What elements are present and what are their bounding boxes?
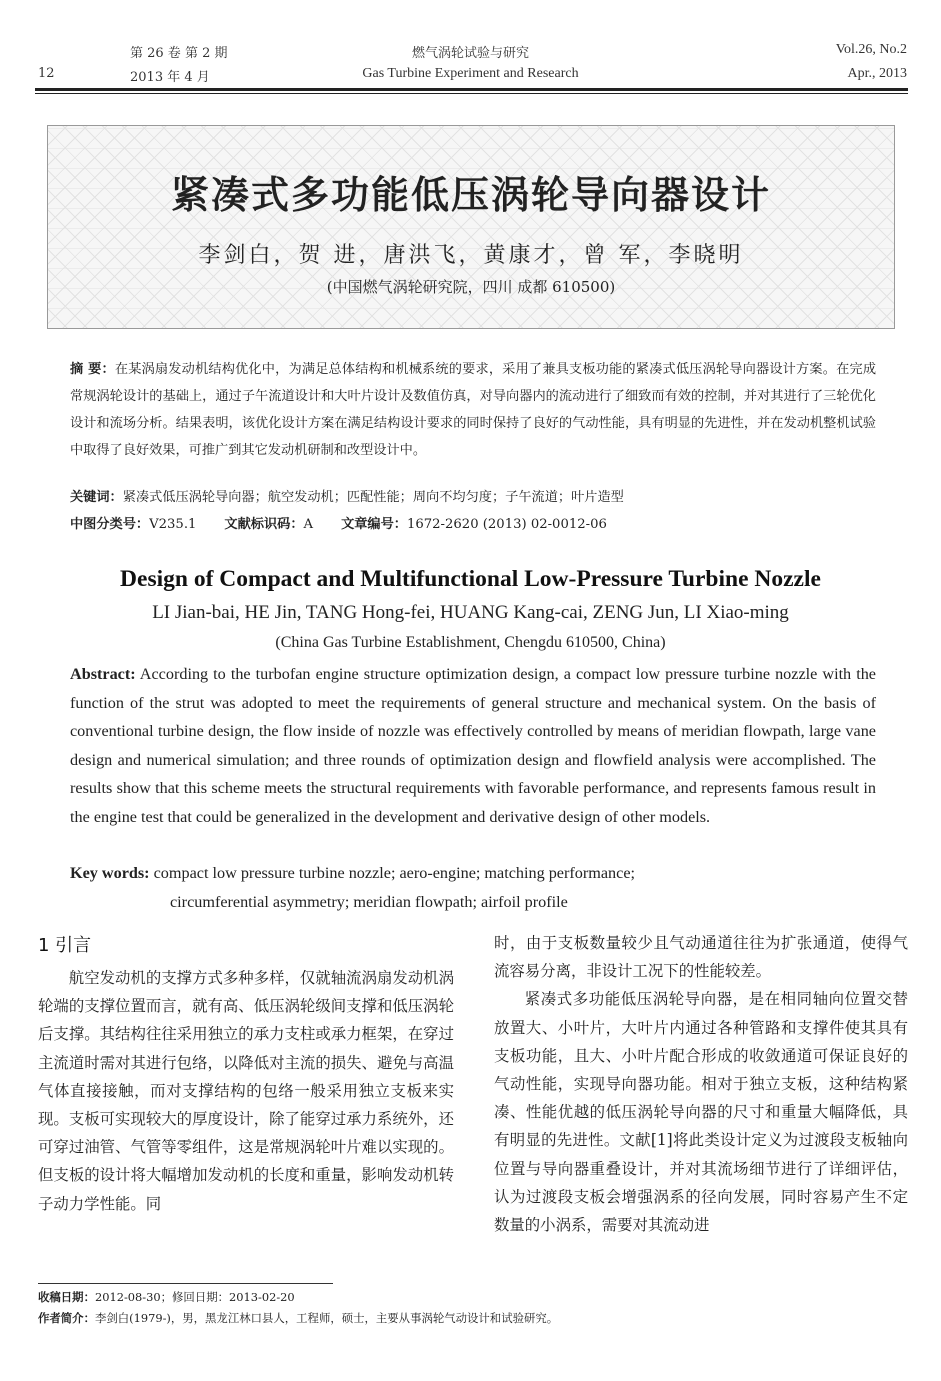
- keywords-en-line2: circumferential asymmetry; meridian flowpath; airfoil profile: [170, 892, 568, 911]
- header-rule-thin: [35, 93, 908, 94]
- title-en: Design of Compact and Multifunctional Low-Pressure Turbine Nozzle: [120, 566, 821, 592]
- clc-value: V235.1: [149, 517, 197, 532]
- abstract-cn-text: 在某涡扇发动机结构优化中，为满足总体结构和机械系统的要求，采用了兼具支板功能的紧凑式低压涡轮导向器设计方案。在完成常规涡轮设计的基础上，通过子午流道设计和大叶片设计及数值仿真，对导向器内的流动进行了细致而有效的控制，并对其进行了三轮优化设计和流场分析。结果表明，该优化设计方案在满足结构设计要求的同时保持了良好的气动性能，具有明显的先进性，并在发动机整机试验中取得了良好效果，可推广到其它发动机研制和改型设计中。: [70, 362, 877, 458]
- footnote-received: [38, 1289, 295, 1305]
- body-column-left: [38, 964, 454, 1218]
- authors-cn: 李剑白，贺 进，唐洪飞，黄康才，曾 军，李晓明: [198, 243, 744, 268]
- keywords-cn-label: 关键词：: [70, 490, 123, 505]
- keywords-cn: [70, 486, 876, 505]
- author-bio-text: 李剑白(1979-)，男，黑龙江林口县人，工程师，硕士，主要从事涡轮气动设计和试验研究。: [94, 1311, 559, 1325]
- title-cn: 紧凑式多功能低压涡轮导向器设计: [170, 173, 771, 217]
- doc-code-value: A: [303, 517, 314, 532]
- paragraph: 时，由于支板数量较少且气动通道往往为扩张通道，使得气流容易分离，非设计工况下的性能较差。: [494, 934, 908, 981]
- footnote-rule: [38, 1283, 333, 1284]
- volume-issue-cn: 第 26 卷 第 2 期: [130, 46, 228, 61]
- article-no-value: 1672-2620 (2013) 02-0012-06: [407, 517, 607, 532]
- journal-name-en: Gas Turbine Experiment and Research: [362, 66, 579, 81]
- abstract-en: [70, 660, 876, 831]
- title-box: [47, 125, 895, 329]
- abstract-en-text: According to the turbofan engine structure optimization design, a compact low pressure turbine nozzle with the function of the strut was adopted to meet the requirements of general structure and mechanical system. On the basis of conventional turbine design, the flow inside of nozzle was effectively controlled by means of meridian flowpath, large vane design and numerical simulation; and three rounds of optimization design and flowfield analysis were accomplished. The results show that this scheme meets the structural requirements with favorable performance, and represents famous result in the engine test that could be generalized in the development and derivative design of other models.: [70, 665, 876, 826]
- author-bio-label: 作者简介：: [38, 1311, 95, 1325]
- abstract-cn: [70, 356, 876, 464]
- date-en: Apr., 2013: [847, 66, 907, 81]
- volume-issue-en: Vol.26, No.2: [835, 42, 907, 57]
- keywords-cn-text: 紧凑式低压涡轮导向器；航空发动机；匹配性能；周向不均匀度；子午流道；叶片造型: [122, 490, 624, 505]
- received-label: 收稿日期：: [38, 1290, 95, 1304]
- paragraph: 紧凑式多功能低压涡轮导向器，是在相同轴向位置交替放置大、小叶片，大叶片内通过各种管路和支撑件使其具有支板功能，且大、小叶片配合形成的收敛通道可保证良好的气动性能，实现导向器功能。相对于独立支板，这种结构紧凑、性能优越的低压涡轮导向器的尺寸和重量大幅降低，具有明显的先进性。文献[1]将此类设计定义为过渡段支板轴向位置与导向器重叠设计，并对其流场细节进行了详细评估，认为过渡段支板会增强涡系的径向发展，同时容易产生不定数量的小涡系，需要对其流动进: [494, 990, 908, 1235]
- header-rule-thick: [35, 88, 908, 91]
- doc-code-label: 文献标识码：: [224, 517, 304, 532]
- paragraph: 航空发动机的支撑方式多种多样，仅就轴流涡扇发动机涡轮端的支撑位置而言，就有高、低压涡轮级间支撑和低压涡轮后支撑。其结构往往采用独立的承力支柱或承力框架，在穿过主流道时需对其进行包络，以降低对主流的损失、避免与高温气体直接接触，而对支撑结构的包络一般采用独立支板来实现。支板可实现较大的厚度设计，除了能穿过承力系统外，还可穿过油管、气管等零组件，这是常规涡轮叶片难以实现的。但支板的设计将大幅增加发动机的长度和重量，影响发动机转子动力学性能。同: [38, 969, 454, 1213]
- classification-line: [70, 513, 876, 532]
- received-text: 2012-08-30；修回日期：2013-02-20: [94, 1290, 295, 1304]
- page-number: 12: [38, 66, 55, 81]
- body-column-right: [494, 929, 908, 1239]
- keywords-en-label: Key words:: [70, 864, 150, 882]
- section-heading: 1 引言: [38, 935, 92, 956]
- article-no-label: 文章编号：: [341, 517, 407, 532]
- authors-en: LI Jian-bai, HE Jin, TANG Hong-fei, HUANG Kang-cai, ZENG Jun, LI Xiao-ming: [152, 602, 789, 623]
- keywords-en: [70, 859, 876, 916]
- affiliation-cn: (中国燃气涡轮研究院，四川 成都 610500): [326, 278, 616, 296]
- affiliation-en: (China Gas Turbine Establishment, Chengdu 610500, China): [275, 634, 666, 651]
- clc-label: 中图分类号：: [70, 517, 150, 532]
- keywords-en-line1: compact low pressure turbine nozzle; aero-engine; matching performance;: [149, 864, 635, 882]
- date-cn: 2013 年 4 月: [130, 70, 210, 85]
- journal-name-cn: 燃气涡轮试验与研究: [411, 46, 529, 61]
- abstract-en-label: Abstract:: [70, 665, 136, 683]
- footnote-author: [38, 1310, 558, 1326]
- abstract-cn-label: 摘 要：: [70, 362, 115, 377]
